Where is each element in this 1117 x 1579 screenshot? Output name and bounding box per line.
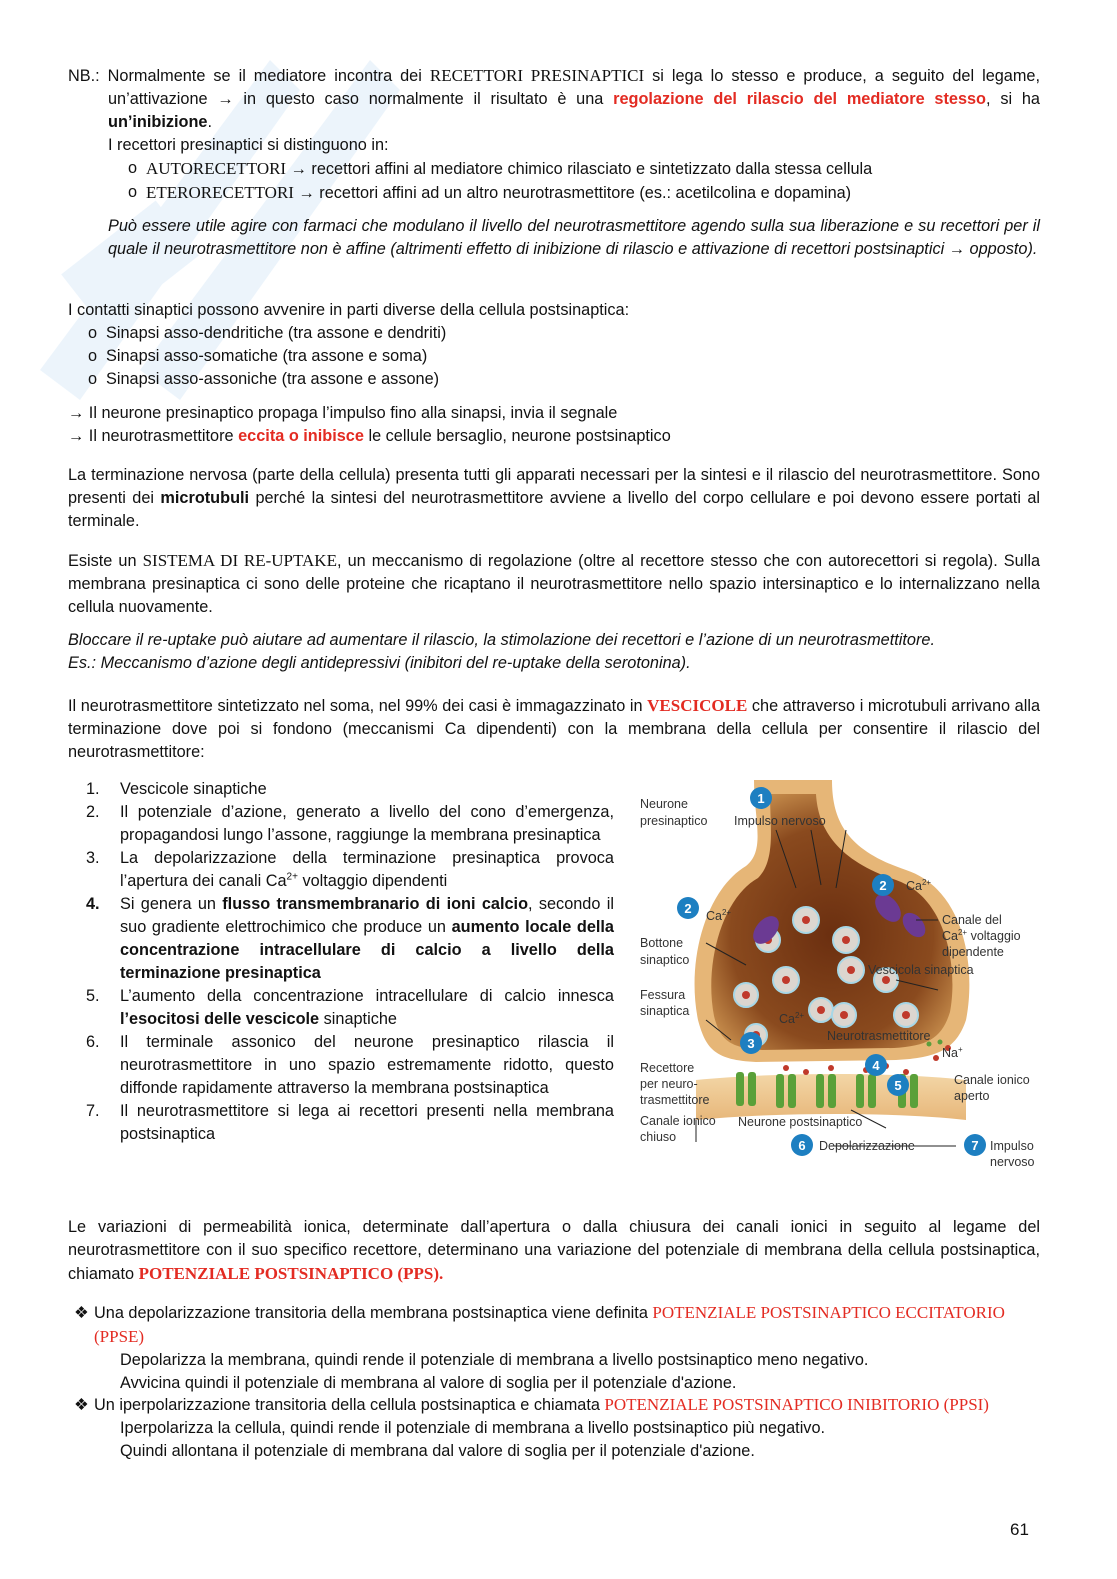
list-item-autorecettori: o AUTORECETTORI → recettori affini al mediatore chimico rilasciato e sintetizzato dalla stessa cellula — [128, 159, 873, 178]
contacts-intro: I contatti sinaptici possono avvenire in parti diverse della cellula postsinaptica: — [68, 301, 630, 319]
step-text — [120, 985, 614, 1031]
step-4-bold-1: flusso transmembranario di ioni calcio — [222, 895, 529, 913]
canale-ca: Ca — [942, 929, 958, 943]
label-canale-aperto-1: Canale ionico — [954, 1073, 1030, 1087]
nb-prefix: NB.: Normalmente se il mediatore incontra dei — [68, 67, 430, 85]
nb-note: Può essere utile agire con farmaci che modulano il livello del neurotrasmettitore agendo sulla sua liberazione e su recettori per il quale il neurotrasmettitore non è affine (altrimenti effetto di inibizione di rilascio e attivazione di recettori postsinaptici → opposto). — [108, 217, 1040, 258]
term-ppsi: POTENZIALE POSTSINAPTICO INIBITORIO (PPSI) — [604, 1395, 989, 1414]
contacts-block — [68, 299, 1040, 391]
ppse-block — [68, 1301, 1040, 1395]
term-autorecettori: AUTORECETTORI — [146, 159, 287, 178]
reuptake-note-2: Es.: Meccanismo d’azione degli antidepressivi (inibitori del re-uptake della serotonina). — [68, 654, 691, 672]
label-vescicola: Vescicola sinaptica — [868, 963, 974, 977]
list-item: o Sinapsi asso-dendritiche (tra assone e dendriti) — [68, 322, 1040, 345]
arrow-line-1: → Il neurone presinaptico propaga l’impulso fino alla sinapsi, invia il segnale — [68, 404, 618, 422]
step-number: 4. — [86, 895, 100, 913]
badge-2a: 2 — [879, 878, 887, 893]
terminazione-post: perché la sintesi del neurotrasmettitore avviene a livello del corpo cellulare e poi devono essere portati al terminale. — [68, 489, 1040, 530]
reuptake-note-1: Bloccare il re-uptake può aiutare ad aumentare il rilascio, la stimolazione dei recettori e l’azione di un neurotrasmettitore. — [68, 631, 935, 649]
term-recettori-presinaptici: RECETTORI PRESINAPTICI — [429, 66, 645, 85]
eterorecettori-text: → recettori affini ad un altro neurotrasmettitore (es.: acetilcolina e dopamina) — [293, 184, 852, 202]
list-item — [68, 778, 614, 801]
label-bottone-2: sinaptico — [640, 953, 690, 967]
step-number: 7. — [86, 1102, 100, 1120]
label-na — [942, 1045, 963, 1060]
autorecettori-text: → recettori affini al mediatore chimico rilasciato e sintetizzato dalla stessa cellula — [286, 160, 873, 178]
step-text: Il potenziale d’azione, generato a livello del cono d’emergenza, propagandosi lungo l’assone, raggiunge la membrana presinaptica — [120, 803, 614, 844]
step-5-pre: L’aumento della concentrazione intracellulare di calcio innesca — [120, 987, 614, 1005]
terminazione-pre: La terminazione nervosa (parte della cellula) presenta tutti gli apparati necessari per la sintesi e il rilascio del neurotrasmettitore. Sono presenti dei — [68, 466, 1040, 507]
label-canale-3: dipendente — [942, 945, 1004, 959]
list-item — [68, 893, 614, 985]
step-5-bold: l’esocitosi delle vescicole — [120, 1010, 320, 1028]
term-reuptake: SISTEMA DI RE-UPTAKE — [142, 551, 337, 570]
step-number: 1. — [86, 780, 100, 798]
canale-voltaggio: voltaggio — [967, 929, 1021, 943]
list-item — [68, 985, 614, 1031]
term-ppse: POTENZIALE POSTSINAPTICO ECCITATORIO (PPSE) — [94, 1303, 1005, 1346]
ppse-line-2: Avvicina quindi il potenziale di membrana al valore di soglia per il potenziale d'azione. — [120, 1374, 737, 1392]
list-item — [68, 847, 614, 893]
highlight-regolazione: regolazione del rilascio del mediatore stesso — [613, 90, 987, 108]
highlight-microtubuli: microtubuli — [160, 489, 250, 507]
list-item-eterorecettori: o ETERORECETTORI → recettori affini ad un altro neurotrasmettitore (es.: acetilcolina e dopamina) — [128, 183, 852, 202]
reuptake-paragraph — [68, 549, 1040, 675]
step-4-bold-2: aumento locale della concentrazione intracellulare di calcio a livello della terminazione presinaptica — [120, 918, 614, 982]
label-canale-2 — [942, 928, 1021, 943]
nb-text-2: , si ha — [986, 90, 1040, 108]
label-recettore-1: Recettore — [640, 1061, 695, 1075]
vescicole-pre: Il neurotrasmettitore sintetizzato nel soma, nel 99% dei casi è immagazzinato in — [68, 697, 648, 715]
label-impulso-nervoso: Impulso nervoso — [734, 814, 826, 828]
na-sup: + — [957, 1045, 963, 1054]
list-item: o Sinapsi asso-somatiche (tra assone e soma) — [68, 345, 1040, 368]
synapse-figure — [636, 780, 1046, 1172]
list-item — [68, 1031, 614, 1100]
na-text: Na — [942, 1046, 958, 1060]
term-pps: POTENZIALE POSTSINAPTICO (PPS). — [138, 1264, 444, 1283]
step-number: 5. — [86, 987, 100, 1005]
label-impulso-2-1: Impulso — [990, 1139, 1034, 1153]
nb-intro: I recettori presinaptici si distinguono in: — [108, 136, 389, 154]
list-item: o Sinapsi asso-assoniche (tra assone e assone) — [68, 368, 1040, 391]
list-item — [68, 801, 614, 847]
step-3-post: voltaggio dipendenti — [297, 872, 448, 890]
steps-list — [68, 778, 614, 1146]
ca-sup: 2+ — [721, 908, 732, 917]
arrow-2-post: le cellule bersaglio, neurone postsinaptico — [363, 427, 671, 445]
vescicole-paragraph — [68, 694, 1040, 764]
label-recettore-2: per neuro- — [640, 1077, 698, 1091]
arrow-2-pre: → Il neurotrasmettitore — [68, 427, 239, 445]
label-neurone-presinaptico-2: presinaptico — [640, 814, 708, 828]
step-5-post: sinaptiche — [319, 1010, 397, 1028]
step-text: Il neurotrasmettitore si lega ai recettori presenti nella membrana postsinaptica — [120, 1102, 614, 1143]
highlight-eccita: eccita o inibisce — [238, 427, 364, 445]
canale-ca-sup: 2+ — [957, 928, 968, 937]
step-text: Il terminale assonico del neurone presinaptico rilascia il neurotrasmettitore in uno spazio estremamente ridotto, questo diffonde rapidamente attraverso la membrana postsinaptica — [120, 1033, 614, 1097]
arrows-block — [68, 402, 1040, 448]
badge-4: 4 — [872, 1058, 880, 1073]
ppsi-pre: Un iperpolarizzazione transitoria della cellula postsinaptica e chiamata — [94, 1396, 605, 1414]
step-number: 2. — [86, 803, 100, 821]
ppsi-line-1: Iperpolarizza la cellula, quindi rende il potenziale di membrana a livello postsinaptico più negativo. — [120, 1419, 826, 1437]
badge-1: 1 — [757, 791, 765, 806]
step-number: 3. — [86, 849, 100, 867]
superscript: 2+ — [286, 871, 298, 883]
ca-sup: 2+ — [921, 878, 932, 887]
list-item — [68, 1100, 614, 1146]
step-4-pre: Si genera un — [120, 895, 223, 913]
ca-sup: 2+ — [794, 1011, 805, 1020]
badge-5: 5 — [894, 1078, 902, 1093]
label-canale-chiuso-2: chiuso — [640, 1130, 677, 1144]
step-4-mid: , secondo il suo gradiente elettrochimico che produce un — [120, 895, 614, 936]
contact-item-1: Sinapsi asso-dendritiche (tra assone e dendriti) — [106, 324, 447, 342]
label-fessura-2: sinaptica — [640, 1004, 690, 1018]
label-depolarizzazione: Depolarizzazione — [819, 1139, 915, 1153]
label-recettore-3: trasmettitore — [640, 1093, 710, 1107]
term-vescicole: VESCICOLE — [647, 696, 748, 715]
ca-text: Ca — [779, 1012, 795, 1026]
badge-3: 3 — [747, 1036, 755, 1051]
ca-text: Ca — [706, 909, 722, 923]
term-eterorecettori: ETERORECETTORI — [146, 183, 294, 202]
nb-text: si lega lo stesso e produce, a seguito del legame, un’attivazione → in questo caso normalmente il risultato è una — [108, 67, 1040, 108]
label-impulso-2-2: nervoso — [990, 1155, 1035, 1169]
label-neurotrasmettitore: Neurotrasmettitore — [827, 1029, 931, 1043]
reuptake-pre: Esiste un — [68, 552, 143, 570]
nb-end: . — [207, 113, 213, 131]
ppse-line-1: Depolarizza la membrana, quindi rende il potenziale di membrana a livello postsinaptico meno negativo. — [120, 1351, 869, 1369]
diamond-bullet-icon: ❖ — [74, 1396, 89, 1414]
step-3-pre: La depolarizzazione della terminazione presinaptica provoca l’apertura dei canali Ca — [120, 849, 614, 890]
pps-pre: Le variazioni di permeabilità ionica, determinate dall’apertura o dalla chiusura dei canali ionici in seguito al legame del neurotrasmettitore con il suo specifico recettore, determinano una variazione del potenziale di membrana della cellula postsinaptica, chiamato — [68, 1218, 1040, 1283]
nb-block — [68, 64, 1040, 261]
highlight-inibizione: un’inibizione — [108, 113, 208, 131]
step-text — [120, 893, 614, 985]
label-neurone-presinaptico-1: Neurone — [640, 797, 688, 811]
badge-6: 6 — [798, 1138, 806, 1153]
step-text: Vescicole sinaptiche — [120, 780, 267, 798]
ppse-pre: Una depolarizzazione transitoria della membrana postsinaptica viene definita — [94, 1304, 653, 1322]
ca-text: Ca — [906, 879, 922, 893]
label-fessura-1: Fessura — [640, 988, 686, 1002]
step-number: 6. — [86, 1033, 100, 1051]
ppsi-line-2: Quindi allontana il potenziale di membrana dal valore di soglia per il potenziale d'azione. — [120, 1442, 755, 1460]
diamond-bullet-icon: ❖ — [74, 1304, 89, 1322]
label-bottone-1: Bottone — [640, 936, 684, 950]
ppsi-block — [68, 1393, 1040, 1463]
reuptake-post: , un meccanismo di regolazione (oltre al recettore stesso che con autorecettori si regola). Sulla membrana presinaptica ci sono delle proteine che ricaptano il neurotrasmettitore nello spazio intersinaptico e lo internalizzano nella cellula nuovamente. — [68, 552, 1041, 616]
step-text — [120, 847, 614, 893]
contact-item-2: Sinapsi asso-somatiche (tra assone e soma) — [106, 347, 428, 365]
label-canale-aperto-2: aperto — [954, 1089, 990, 1103]
label-canale-1: Canale del — [942, 913, 1002, 927]
vescicole-post: che attraverso i microtubuli arrivano alla terminazione dove poi si fondono (meccanismi Ca dipendenti) con la membrana della cellula per consentire il rilascio del neurotrasmettitore: — [68, 697, 1040, 761]
badge-7: 7 — [971, 1138, 979, 1153]
label-canale-chiuso-1: Canale ionico — [640, 1114, 716, 1128]
pps-paragraph — [68, 1216, 1040, 1286]
arrow-line-2 — [68, 425, 1040, 448]
badge-2b: 2 — [684, 901, 692, 916]
label-neurone-postsinaptico: Neurone postsinaptico — [738, 1115, 863, 1129]
contact-item-3: Sinapsi asso-assoniche (tra assone e assone) — [106, 370, 440, 388]
page-number: 61 — [1010, 1520, 1029, 1539]
terminazione-paragraph — [68, 464, 1040, 533]
